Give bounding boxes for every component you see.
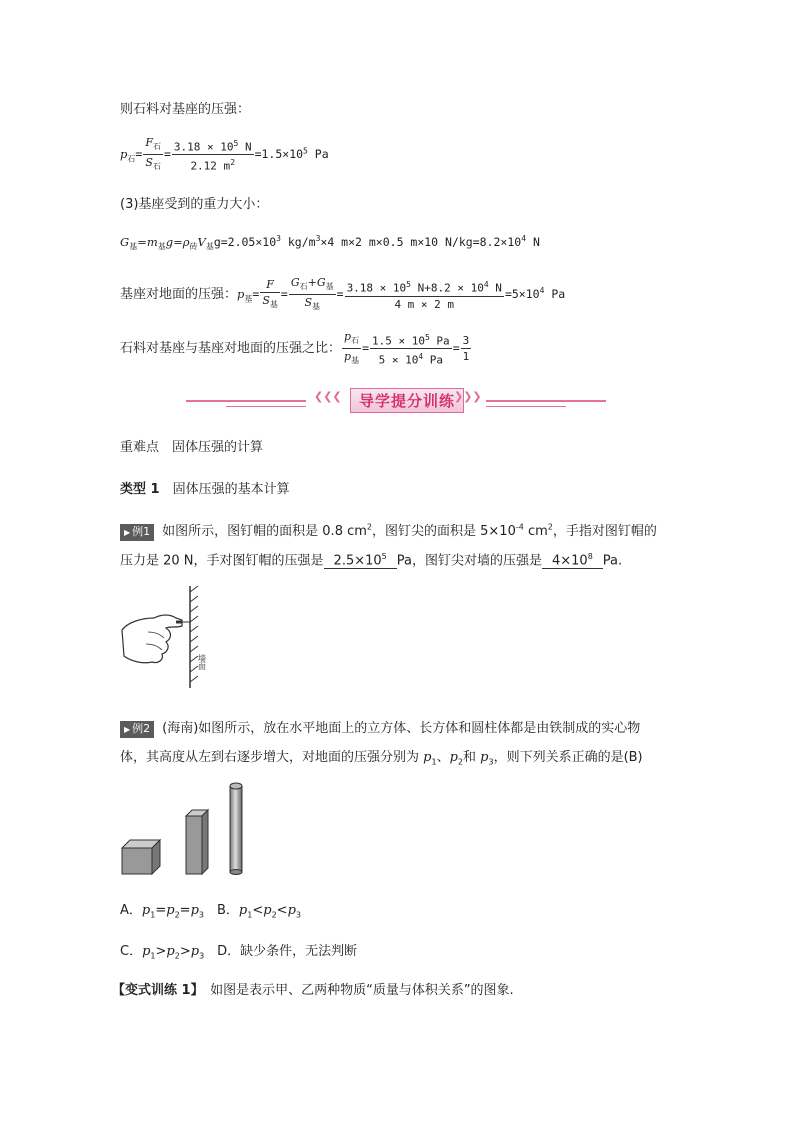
options-line-2: C．$p_1>p_2>p_3$ D．缺少条件，无法判断 <box>120 944 358 961</box>
example-1-line-1: ▶ 例1 如图所示，图钉帽的面积是 0.8 $cm^2$，图钉尖的面积是 $5\times 10^{-4}$ $cm^2$，手指对图钉帽的 <box>120 520 657 541</box>
equation-pressure-ratio: 石料对基座与基座对地面的压强之比： $\frac{p_石}{p_基}$ = $\frac{1.5 \times 10^5 Pa}{5 \times 10^4 Pa}$ = $\frac{3}{1}$ <box>120 330 470 367</box>
cylinder-bottom <box>230 870 242 875</box>
equation-base-weight: $G_基=m_基g=\rho_砖V_基g=2.05\times 10^3$ $kg/m^3\times 4$ m×2 m×0.5 m×10 $N/kg=8.2\times 10^4$ N <box>120 234 540 252</box>
banner-line-right-thin <box>486 406 566 407</box>
options-line-1: A．$p_1=p_2=p_3$ B．$p_1<p_2<p_3$ <box>120 903 301 920</box>
cuboid-front <box>186 816 202 874</box>
section-heading: 重难点 固体压强的计算 <box>120 440 264 455</box>
chevron-left-icon: ❮❮❮ <box>314 390 342 403</box>
example-2-tag: ▶ 例2 <box>120 721 154 738</box>
cylinder-top <box>230 783 242 789</box>
example-1-line-2: 压力是 20 N，手对图钉帽的压强是 $2.5\times 10^5$ Pa，图钉尖对墙的压强是 $4\times 10^8$ Pa. <box>120 549 622 569</box>
cylinder-body <box>230 786 242 872</box>
section-banner <box>186 388 606 418</box>
cube-front <box>122 848 152 874</box>
cuboid-side <box>202 810 208 874</box>
text-line: 则石料对基座的压强： <box>120 102 251 117</box>
wall-label: 墙面 <box>197 654 207 670</box>
equation-stone-pressure: $p_石=$ $\frac{F_石}{S_石}$ = $\frac{3.18 \times 10^5 N}{2.12 m^2}$ $=1.5\times 10^5$ Pa <box>120 136 329 173</box>
triangle-icon: ▶ <box>124 528 131 537</box>
equation-ground-pressure: 基座对地面的压强：$p_基=$ $\frac{F}{S_基}$ = $\frac{G_石+G_基}{S_基}$ = $\frac{3.18 \times 10^5 N+8.2 \times 10^4 N}{4 m \times 2 m}$ $=5\times 10^4$ Pa <box>120 276 566 312</box>
banner-line-left <box>186 400 306 402</box>
variant-training: 【变式训练 1】 如图是表示甲、乙两种物质“质量与体积关系”的图象. <box>112 983 514 998</box>
answer-blank-2: $4\times 10^8$ <box>542 549 603 569</box>
banner-line-left-thin <box>226 406 306 407</box>
triangle-icon: ▶ <box>124 725 131 734</box>
thumbtack-figure <box>118 582 218 692</box>
example-2-line-1: ▶ 例2 (海南)如图所示，放在水平地面上的立方体、长方体和圆柱体都是由铁制成的实心物 <box>120 717 640 738</box>
banner-title: 导学提分训练 <box>350 388 464 413</box>
example-1-tag: ▶ 例1 <box>120 524 154 541</box>
example-2-line-2: 体，其高度从左到右逐步增大，对地面的压强分别为 $p_1$、$p_2$和 $p_3$，则下列关系正确的是(B) <box>120 750 643 767</box>
solids-figure <box>118 780 258 876</box>
type-heading: 类型 1 固体压强的基本计算 <box>120 482 290 497</box>
chevron-right-icon: ❯❯❯ <box>454 390 482 403</box>
banner-line-right <box>486 400 606 402</box>
text-line: (3)基座受到的重力大小： <box>120 197 269 212</box>
answer-blank-1: $2.5\times 10^5$ <box>324 549 397 569</box>
